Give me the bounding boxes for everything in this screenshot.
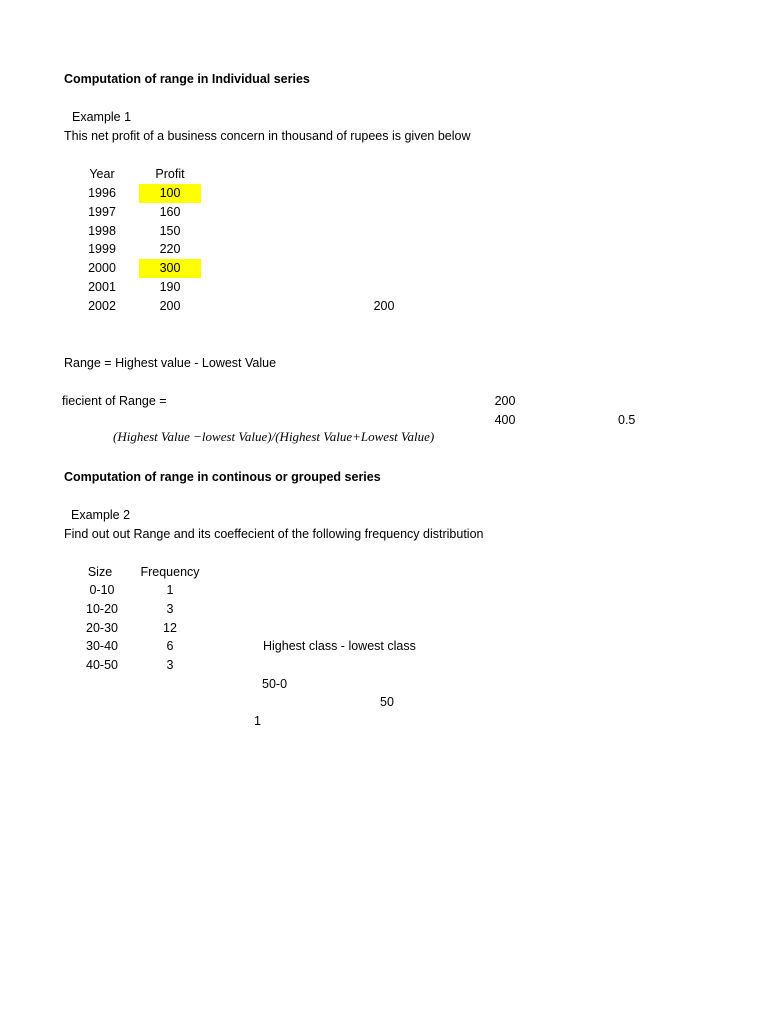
size-cell: 0-10: [89, 583, 115, 597]
section2-title: Computation of range in continous or grouped series: [64, 470, 381, 484]
coefficient-denominator: 400: [494, 413, 516, 427]
extra-value: 1: [254, 714, 261, 728]
range-formula-grouped: Highest class - lowest class: [263, 639, 416, 653]
profit-cell: 190: [159, 280, 181, 294]
profit-cell-highlighted: 100: [139, 184, 201, 203]
size-cell: 20-30: [86, 621, 118, 635]
profit-cell: 220: [159, 242, 181, 256]
range-formula-individual: Range = Highest value - Lowest Value: [64, 356, 277, 370]
coefficient-result: 0.5: [618, 413, 636, 427]
side-value: 200: [373, 299, 395, 313]
frequency-cell: 3: [166, 602, 174, 616]
year-cell: 1997: [88, 205, 116, 219]
range-expression: 50-0: [262, 677, 288, 691]
coefficient-numerator: 200: [494, 394, 516, 408]
profit-cell: 160: [159, 205, 181, 219]
frequency-cell: 3: [166, 658, 174, 672]
coefficient-formula: (Highest Value −lowest Value)/(Highest Value+Lowest Value): [113, 429, 435, 444]
year-cell: 1998: [88, 224, 116, 238]
frequency-cell: 12: [163, 621, 177, 635]
frequency-cell: 6: [166, 639, 174, 653]
year-cell: 2001: [88, 280, 116, 294]
year-cell: 2002: [88, 299, 116, 313]
profit-cell: 150: [159, 224, 181, 238]
year-cell: 2000: [88, 261, 116, 275]
profit-column-header: Profit: [155, 167, 185, 181]
size-cell: 10-20: [86, 602, 118, 616]
year-cell: 1999: [88, 242, 116, 256]
year-cell: 1996: [88, 186, 116, 200]
range-result: 50: [380, 695, 394, 709]
size-column-header: Size: [87, 565, 113, 579]
size-cell: 30-40: [86, 639, 118, 653]
example2-description: Find out out Range and its coeffecient of the following frequency distribution: [64, 527, 484, 541]
size-cell: 40-50: [86, 658, 118, 672]
year-column-header: Year: [89, 167, 115, 181]
example2-label: Example 2: [71, 508, 131, 522]
example1-label: Example 1: [72, 110, 132, 124]
profit-cell: 200: [159, 299, 181, 313]
example1-description: This net profit of a business concern in thousand of rupees is given below: [64, 129, 471, 143]
section1-title: Computation of range in Individual series: [64, 72, 310, 86]
coefficient-label: fiecient of Range =: [62, 394, 167, 408]
profit-cell-highlighted: 300: [139, 259, 201, 278]
frequency-cell: 1: [166, 583, 174, 597]
frequency-column-header: Frequency: [140, 565, 200, 579]
